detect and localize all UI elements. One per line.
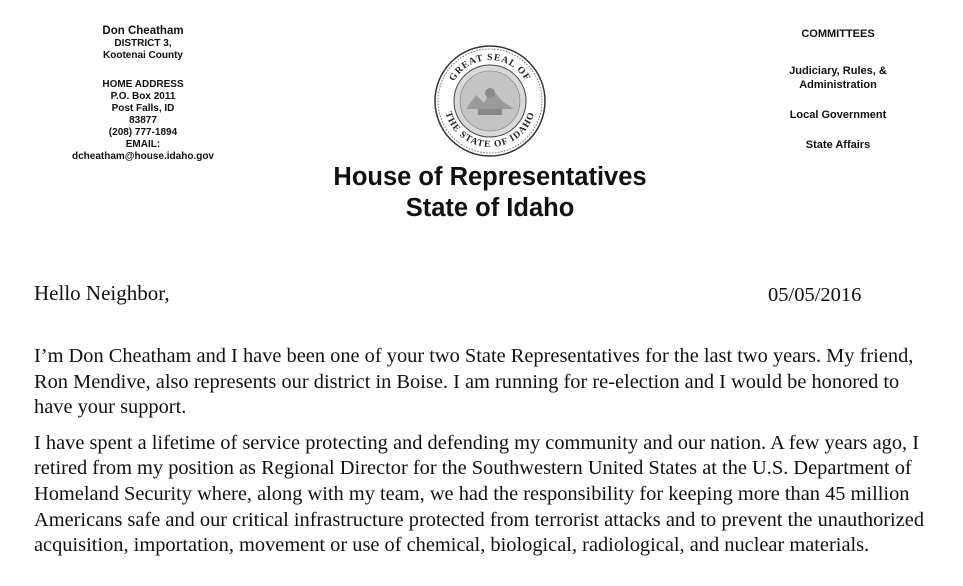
seal-icon (432, 43, 548, 159)
city-state: Post Falls, ID (111, 103, 175, 114)
idaho-state-seal (432, 43, 548, 159)
letter-greeting: Hello Neighbor, (34, 281, 170, 305)
committees-heading: COMMITTEES (801, 28, 875, 40)
committee-local-government: Local Government (789, 109, 887, 121)
committee-judiciary-line1: Judiciary, Rules, & (789, 65, 887, 77)
email-address[interactable]: dcheatham@house.idaho.gov (72, 151, 214, 162)
committee-state-affairs: State Affairs (805, 139, 871, 151)
seal-top-text: GREAT SEAL OF (447, 52, 533, 84)
phone-number: (208) 777-1894 (108, 127, 178, 138)
home-address-label: HOME ADDRESS (102, 79, 184, 90)
letter-date: 05/05/2016 (768, 284, 862, 306)
committee-judiciary (758, 64, 918, 92)
letter-body (34, 344, 939, 569)
committees-block (758, 27, 918, 168)
district-label: DISTRICT 3, (114, 38, 172, 49)
title-line-1: House of Representatives (333, 163, 647, 191)
representative-contact-block (58, 24, 228, 163)
po-box: P.O. Box 2011 (110, 91, 176, 102)
title-line-2: State of Idaho (405, 194, 575, 222)
paragraph-1: I’m Don Cheatham and I have been one of your two State Representatives for the last two years. My friend, Ron Mendive, also represents our district in Boise. I am running for re-election and I would be honored to have your support. (34, 345, 914, 419)
committee-judiciary-line2: Administration (799, 79, 877, 91)
zip-code: 83877 (129, 115, 157, 126)
email-label: EMAIL: (125, 139, 161, 150)
seal-bottom-text: THE STATE OF IDAHO (442, 110, 538, 151)
county-label: Kootenai County (103, 50, 183, 61)
letterhead-title (290, 162, 690, 224)
representative-name: Don Cheatham (102, 25, 184, 37)
paragraph-2: I have spent a lifetime of service protecting and defending my community and our nation. A few years ago, I retired from my position as Regional Director for the Southwestern United States at the U.S. Department of Homeland Security where, along with my team, we had the responsibility for keeping more than 45 million Americans safe and our critical infrastructure protected from terrorist attacks and to prevent the unauthorized acquisition, importation, movement or use of chemical, biological, radiological, and nuclear materials. (34, 431, 925, 557)
